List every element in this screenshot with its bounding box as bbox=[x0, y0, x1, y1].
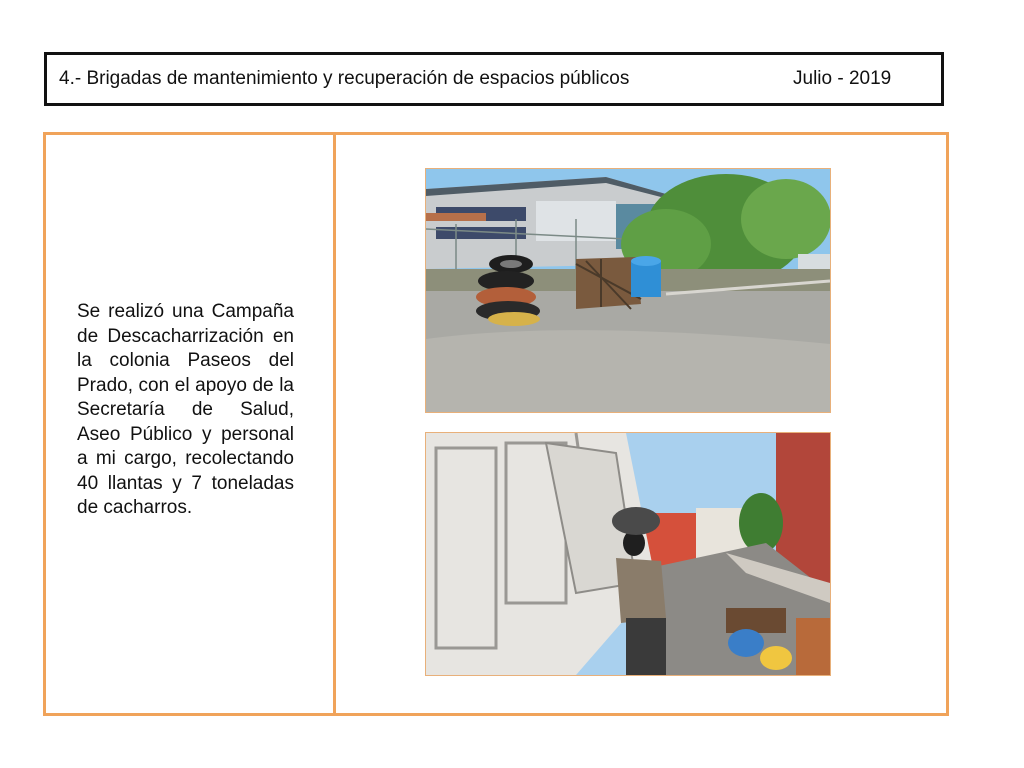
photo-panel bbox=[333, 132, 949, 716]
report-date: Julio - 2019 bbox=[793, 68, 892, 89]
street-scene-image bbox=[426, 169, 830, 412]
description-panel bbox=[43, 132, 336, 716]
truck-loading-image bbox=[426, 433, 830, 675]
photo-worker-loading-truck bbox=[425, 432, 831, 676]
header-title-box bbox=[44, 52, 944, 106]
page-title: 4.- Brigadas de mantenimiento y recuperación de espacios públicos bbox=[59, 68, 630, 89]
photo-collected-tires-street bbox=[425, 168, 831, 413]
description-text: Se realizó una Campaña de Descacharrización en la colonia Paseos del Prado, con el apoyo de la Secretaría de Salud, Aseo Público y personal a mi cargo, recolectando 40 llantas y 7 toneladas de cacharros. bbox=[77, 301, 294, 518]
